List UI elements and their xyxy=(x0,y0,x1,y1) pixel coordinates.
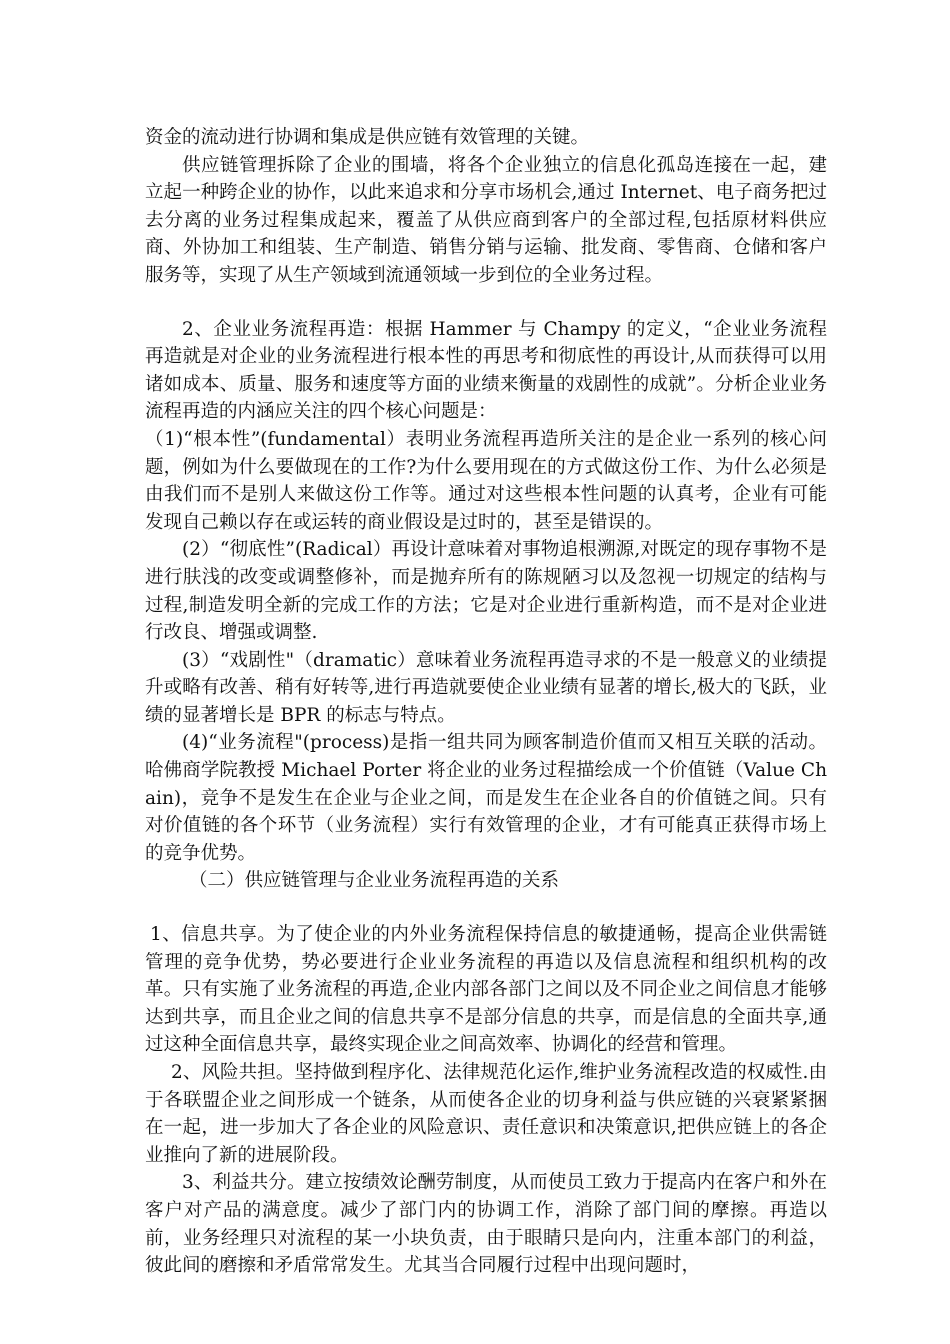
paragraph-information-sharing: 1、信息共享。为了使企业的内外业务流程保持信息的敏捷通畅，提高企业供需链管理的竞争优势，势必要进行企业业务流程的再造以及信息流程和组织机构的改革。只有实施了业务流程的再造,企业内部各部门之间以及不同企业之间信息才能够达到共享，而且企业之间的信息共享不是部分信息的共享，而是信息的全面共享,通过这种全面信息共享，最终实现企业之间高效率、协调化的经营和管理。 xyxy=(145,924,827,1056)
document-page xyxy=(145,124,827,1280)
paragraph-bpr-definition: 2、企业业务流程再造：根据 Hammer 与 Champy 的定义，“企业业务流程再造就是对企业的业务流程进行根本性的再思考和彻底性的再设计,从而获得可以用诸如成本、质量、服务和速度等方面的业绩来衡量的戏剧性的成就”。分析企业业务流程再造的内涵应关注的四个核心问题是： xyxy=(145,318,827,423)
paragraph-benefit-sharing: 3、利益共分。建立按绩效论酬劳制度，从而使员工致力于提高内在客户和外在客户对产品的满意度。减少了部门内的协调工作，消除了部门间的摩擦。再造以前，业务经理只对流程的某一小块负责，由于眼睛只是向内，注重本部门的利益，彼此间的磨擦和矛盾常常发生。尤其当合同履行过程中出现问题时， xyxy=(145,1172,827,1277)
paragraph-dramatic: (3）“戏剧性"（dramatic）意味着业务流程再造寻求的不是一般意义的业绩提升或略有改善、稍有好转等,进行再造就要使企业业绩有显著的增长,极大的飞跃，业绩的显著增长是 BPR 的标志与特点。 xyxy=(145,649,827,726)
paragraph-radical: (2）“彻底性”(Radical）再设计意味着对事物追根溯源,对既定的现存事物不是进行肤浅的改变或调整修补，而是抛弃所有的陈规陋习以及忽视一切规定的结构与过程,制造发明全新的完成工作的方法；它是对企业进行重新构造，而不是对企业进行改良、增强或调整. xyxy=(145,539,827,644)
paragraph-fundamental: （1)“根本性”(fundamental）表明业务流程再造所关注的是企业一系列的核心问题，例如为什么要做现在的工作?为什么要用现在的方式做这份工作、为什么必须是由我们而不是别人来做这份工作等。通过对这些根本性问题的认真考，企业有可能发现自己赖以存在或运转的商业假设是过时的，甚至是错误的。 xyxy=(145,428,827,533)
paragraph-risk-sharing: 2、风险共担。坚持做到程序化、法律规范化运作,维护业务流程改造的权威性.由于各联盟企业之间形成一个链条，从而使各企业的切身利益与供应链的兴衰紧紧捆在一起，进一步加大了各企业的风险意识、责任意识和决策意识,把供应链上的各企业推向了新的进展阶段。 xyxy=(145,1062,827,1166)
paragraph-capital-flow: 资金的流动进行协调和集成是供应链有效管理的关键。 xyxy=(145,127,590,148)
section-heading: （二）供应链管理与企业业务流程再造的关系 xyxy=(189,870,560,892)
paragraph-supply-chain-management: 供应链管理拆除了企业的围墙，将各个企业独立的信息化孤岛连接在一起，建立起一种跨企业的协作，以此来追求和分享市场机会,通过 Internet、电子商务把过去分离的业务过程集成起来，覆盖了从供应商到客户的全部过程,包括原材料供应商、外协加工和组装、生产制造、销售分销与运输、批发商、零售商、仓储和客户服务等，实现了从生产领域到流通领域一步到位的全业务过程。 xyxy=(145,154,827,286)
paragraph-process: (4)“业务流程"(process)是指一组共同为顾客制造价值而又相互关联的活动。哈佛商学院教授 Michael Porter 将企业的业务过程描绘成一个价值链（Value Chain)，竞争不是发生在企业与企业之间，而是发生在企业各自的价值链之间。只有对价值链的各个环节（业务流程）实行有效管理的企业，才有可能真正获得市场上的竞争优势。 xyxy=(145,732,827,864)
